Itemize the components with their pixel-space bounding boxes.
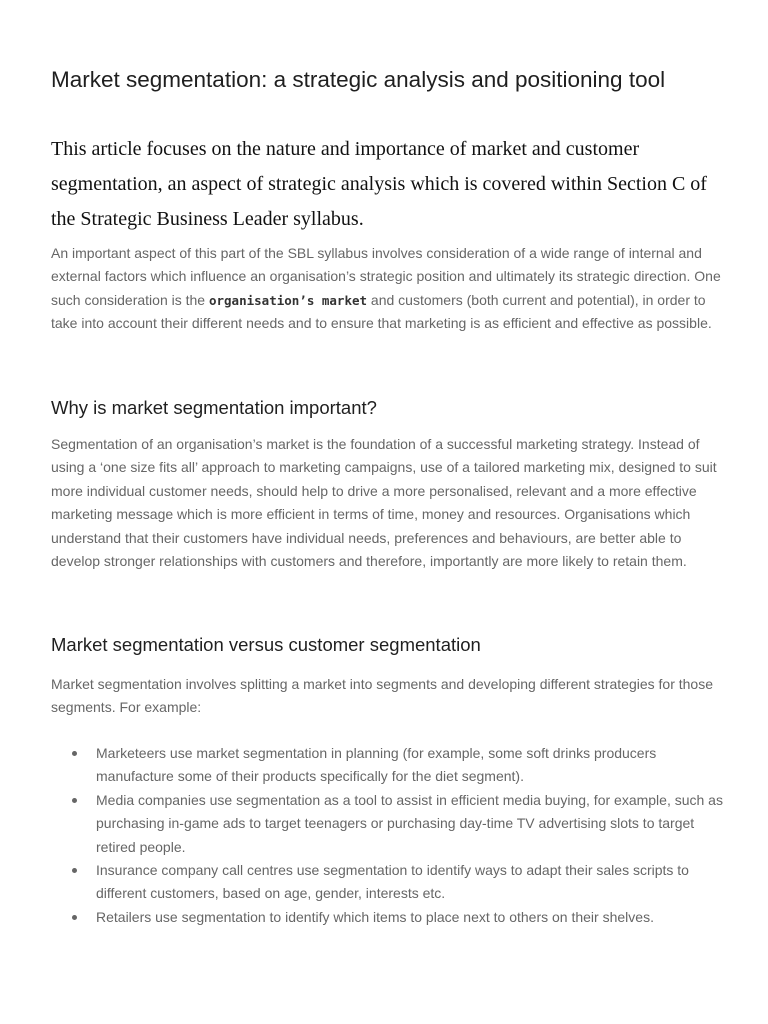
section-heading-segmentation: Market segmentation versus customer segmentation [51, 634, 481, 655]
intro-strong-text: organisation’s market [208, 292, 368, 308]
bullet-icon [72, 798, 77, 803]
section-heading-importance: Why is market segmentation important? [51, 397, 377, 418]
section-segmentation-paragraph: Market segmentation involves splitting a market into segments and developing different strategies for those segments. For example: [51, 676, 713, 716]
bullet-icon [72, 751, 77, 756]
intro-text-before: An important aspect of this part of the SBL syllabus involves consideration of a wide range of internal and external factors which influence an organisation’s strategic position and ultimately its strategic direction. One such consideration is the [51, 245, 721, 308]
list-item [51, 859, 731, 906]
section-importance-paragraph: Segmentation of an organisation’s market is the foundation of a successful marketing strategy. Instead of using a ‘one size fits all’ approach to marketing campaigns, use of a tailored marketing mix, designed to suit more individual customer needs, should help to drive a more personalised, relevant and a more effective marketing message which is more efficient in terms of time, money and resources. Organisations which understand that their customers have individual needs, preferences and behaviours, are better able to develop stronger relationships with customers and therefore, importantly are more likely to retain them. [51, 436, 717, 570]
bullet-icon [72, 915, 77, 920]
list-item-text: Media companies use segmentation as a tool to assist in efficient media buying, for example, such as purchasing in-game ads to target teenagers or purchasing day-time TV advertising slots to target retired people. [96, 791, 723, 855]
article-title: Market segmentation: a strategic analysis and positioning tool [51, 67, 666, 92]
list-item-text: Retailers use segmentation to identify which items to place next to others on their shelves. [96, 908, 654, 925]
intro-paragraph [51, 242, 731, 336]
list-item-text: Marketeers use market segmentation in planning (for example, some soft drinks producers manufacture some of their products specifically for the diet segment). [96, 745, 657, 785]
list-item [51, 789, 731, 859]
examples-list [51, 742, 731, 929]
bullet-icon [72, 868, 77, 873]
list-item-text: Insurance company call centres use segmentation to identify ways to adapt their sales scripts to different customers, based on age, gender, interests etc. [96, 862, 689, 902]
list-item [51, 742, 731, 789]
article-lead: This article focuses on the nature and importance of market and customer segmentation, an aspect of strategic analysis which is covered within Section C of the Strategic Business Leader syllabus. [51, 138, 707, 230]
list-item [51, 906, 731, 929]
intro-text-after: and customers (both current and potential), in order to take into account their different needs and to ensure that marketing is as efficient and effective as possible. [51, 291, 712, 332]
